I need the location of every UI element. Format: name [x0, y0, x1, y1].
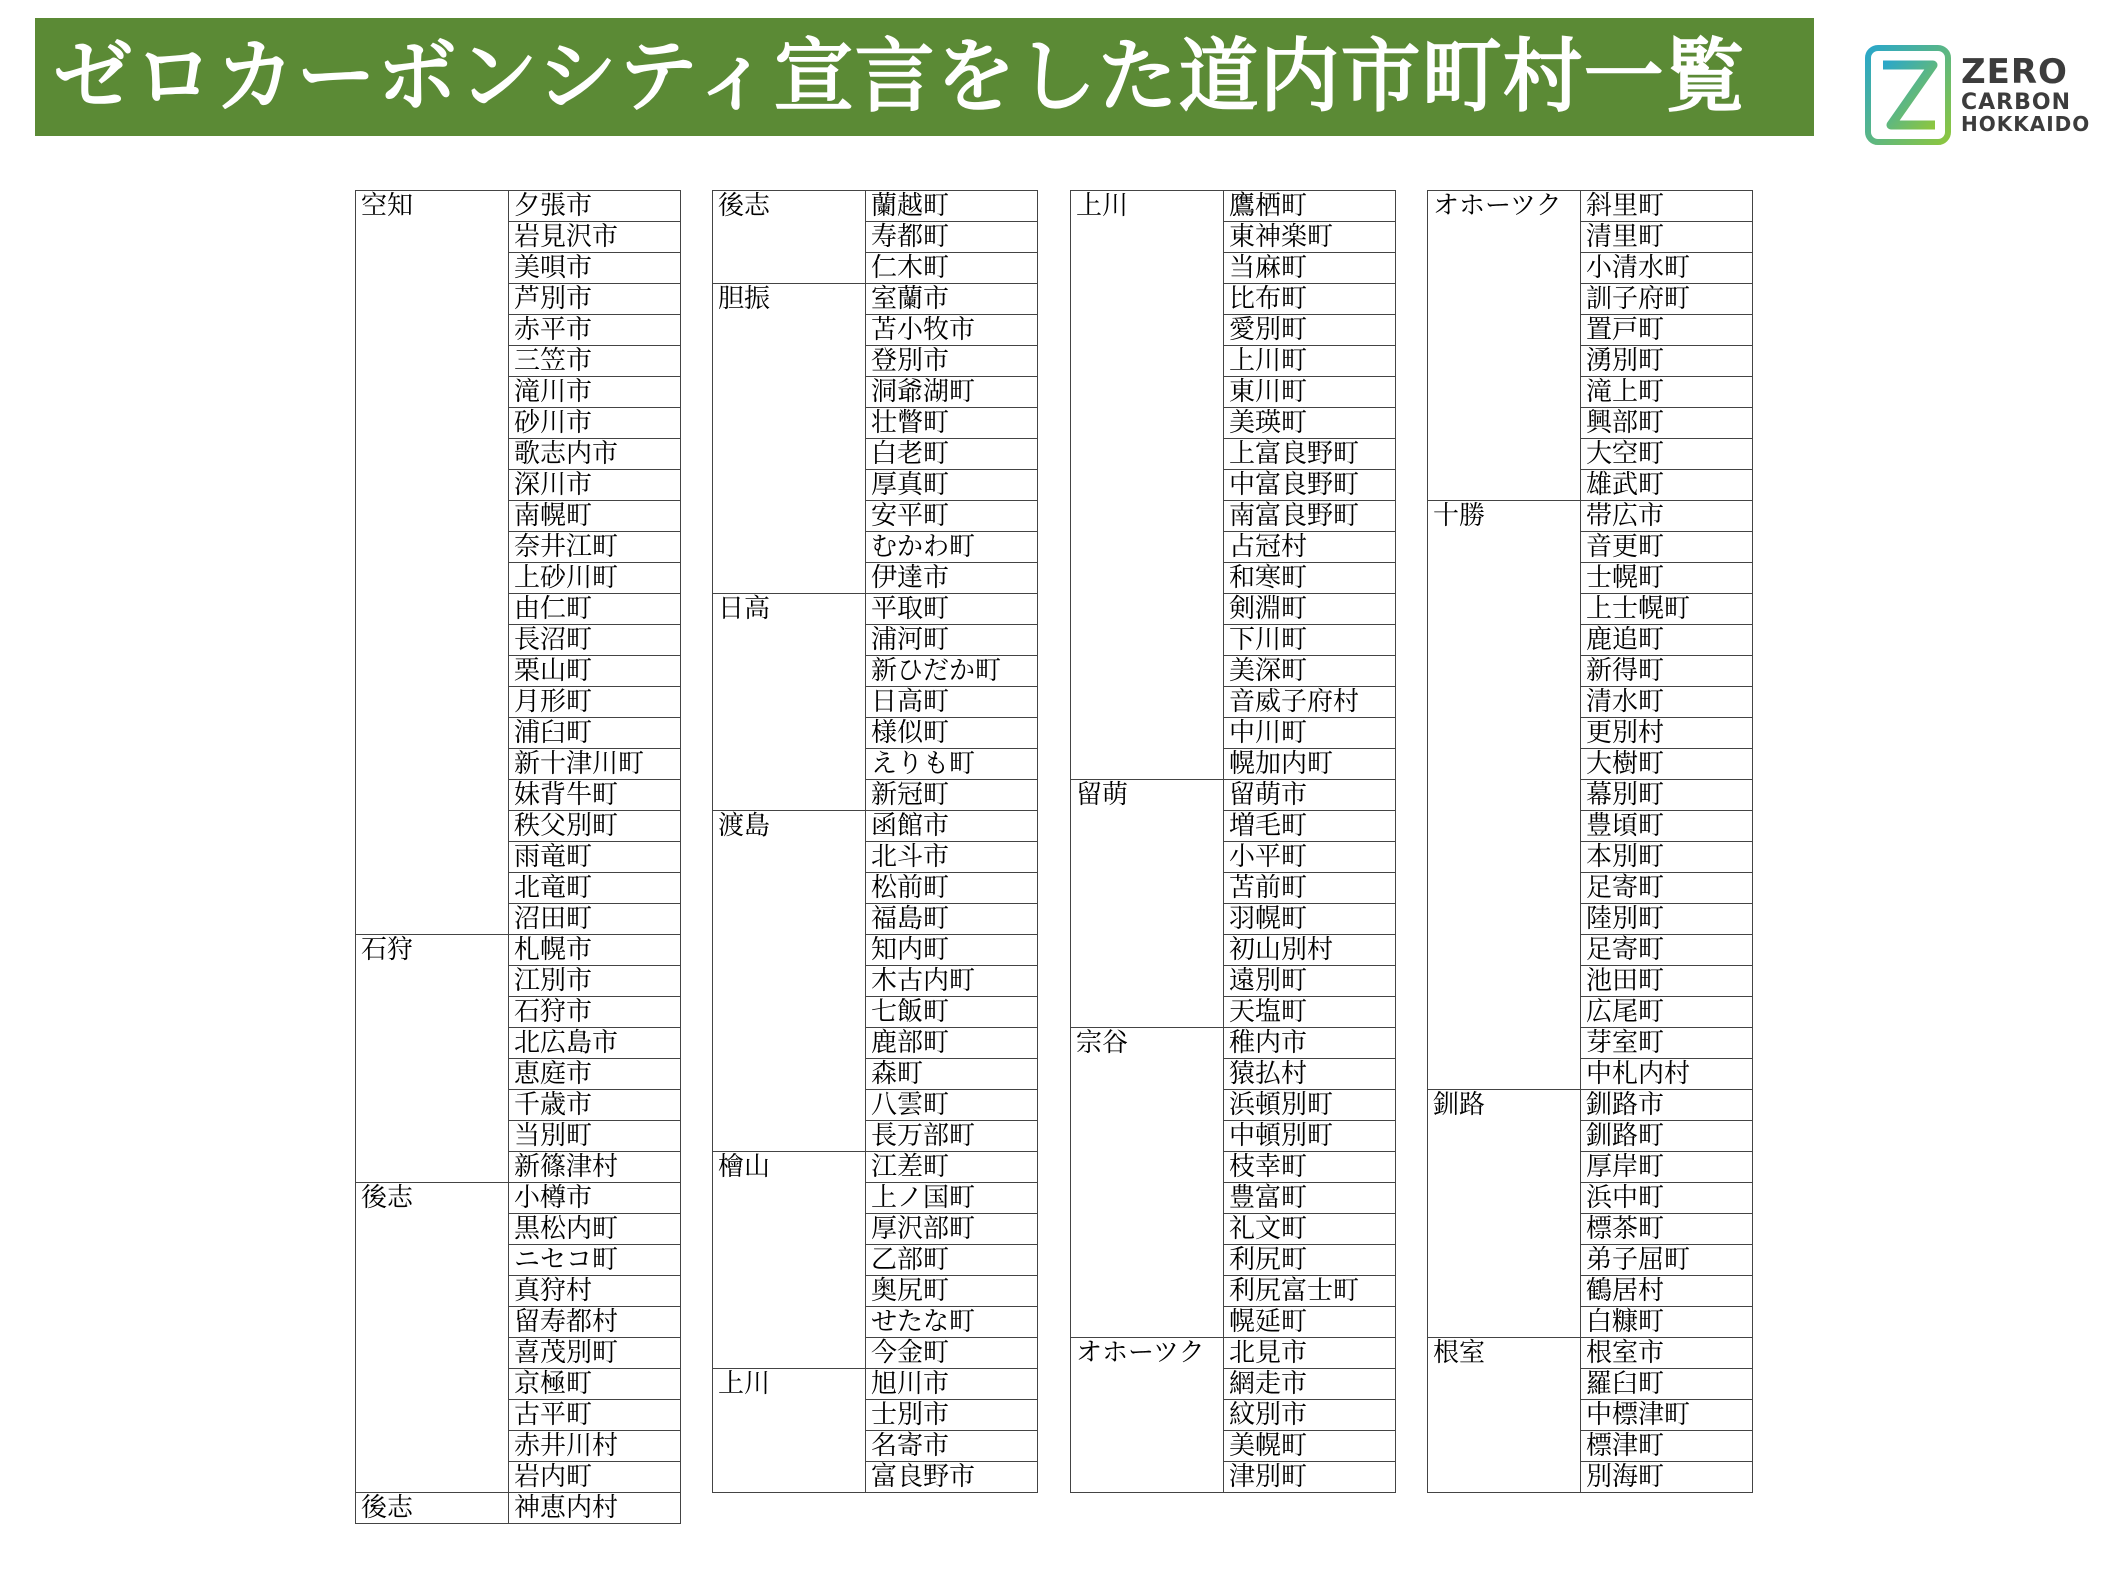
municipality-cell: 夕張市	[509, 191, 681, 222]
municipality-table-2	[712, 190, 1038, 1493]
table-row	[713, 594, 1038, 625]
region-cell: 渡島	[713, 811, 866, 1152]
municipality-cell: 砂川市	[509, 408, 681, 439]
municipality-cell: 乙部町	[866, 1245, 1038, 1276]
region-cell: 上川	[1071, 191, 1224, 780]
municipality-cell: 赤平市	[509, 315, 681, 346]
region-cell: 後志	[356, 1493, 509, 1524]
municipality-cell: 白糠町	[1581, 1307, 1753, 1338]
municipality-cell: 利尻富士町	[1224, 1276, 1396, 1307]
municipality-cell: 和寒町	[1224, 563, 1396, 594]
municipality-cell: 登別市	[866, 346, 1038, 377]
municipality-cell: 津別町	[1224, 1462, 1396, 1493]
region-cell: オホーツク	[1428, 191, 1581, 501]
municipality-cell: 訓子府町	[1581, 284, 1753, 315]
municipality-cell: 小平町	[1224, 842, 1396, 873]
municipality-cell: 函館市	[866, 811, 1038, 842]
municipality-cell: 雨竜町	[509, 842, 681, 873]
municipality-cell: 芦別市	[509, 284, 681, 315]
municipality-cell: 名寄市	[866, 1431, 1038, 1462]
municipality-cell: 増毛町	[1224, 811, 1396, 842]
municipality-cell: 天塩町	[1224, 997, 1396, 1028]
table-row	[713, 811, 1038, 842]
municipality-cell: 広尾町	[1581, 997, 1753, 1028]
table-row	[1428, 1338, 1753, 1369]
municipality-cell: 紋別市	[1224, 1400, 1396, 1431]
municipality-cell: 比布町	[1224, 284, 1396, 315]
municipality-cell: 鶴居村	[1581, 1276, 1753, 1307]
municipality-cell: 今金町	[866, 1338, 1038, 1369]
region-cell: 十勝	[1428, 501, 1581, 1090]
municipality-cell: 新得町	[1581, 656, 1753, 687]
municipality-cell: 鹿部町	[866, 1028, 1038, 1059]
municipality-cell: 占冠村	[1224, 532, 1396, 563]
municipality-cell: 月形町	[509, 687, 681, 718]
municipality-cell: 初山別村	[1224, 935, 1396, 966]
municipality-cell: 七飯町	[866, 997, 1038, 1028]
municipality-cell: 平取町	[866, 594, 1038, 625]
municipality-cell: 湧別町	[1581, 346, 1753, 377]
municipality-cell: 福島町	[866, 904, 1038, 935]
region-cell: オホーツク	[1071, 1338, 1224, 1493]
municipality-cell: 由仁町	[509, 594, 681, 625]
table-row	[356, 935, 681, 966]
municipality-cell: 音威子府村	[1224, 687, 1396, 718]
municipality-cell: 芽室町	[1581, 1028, 1753, 1059]
logo-text-hokkaido: HOKKAIDO	[1961, 111, 2091, 136]
municipality-cell: 別海町	[1581, 1462, 1753, 1493]
table-row	[1428, 501, 1753, 532]
table-row	[1428, 1090, 1753, 1121]
zero-carbon-z-icon	[1865, 45, 1951, 145]
logo-text-zero: ZERO	[1961, 52, 2068, 93]
municipality-cell: 上砂川町	[509, 563, 681, 594]
municipality-cell: 恵庭市	[509, 1059, 681, 1090]
table-row	[1428, 191, 1753, 222]
municipality-cell: 様似町	[866, 718, 1038, 749]
municipality-cell: 江別市	[509, 966, 681, 997]
municipality-cell: 岩内町	[509, 1462, 681, 1493]
municipality-cell: 八雲町	[866, 1090, 1038, 1121]
municipality-cell: 安平町	[866, 501, 1038, 532]
municipality-cell: 中頓別町	[1224, 1121, 1396, 1152]
municipality-cell: 上川町	[1224, 346, 1396, 377]
municipality-cell: 根室市	[1581, 1338, 1753, 1369]
municipality-cell: 滝上町	[1581, 377, 1753, 408]
municipality-cell: 厚真町	[866, 470, 1038, 501]
municipality-cell: 奥尻町	[866, 1276, 1038, 1307]
municipality-cell: 赤井川村	[509, 1431, 681, 1462]
municipality-cell: 奈井江町	[509, 532, 681, 563]
municipality-cell: 神恵内村	[509, 1493, 681, 1524]
municipality-cell: 網走市	[1224, 1369, 1396, 1400]
municipality-cell: 蘭越町	[866, 191, 1038, 222]
region-cell: 根室	[1428, 1338, 1581, 1493]
municipality-cell: 厚沢部町	[866, 1214, 1038, 1245]
municipality-cell: 寿都町	[866, 222, 1038, 253]
municipality-cell: 遠別町	[1224, 966, 1396, 997]
municipality-cell: 木古内町	[866, 966, 1038, 997]
table-row	[713, 1369, 1038, 1400]
municipality-cell: 古平町	[509, 1400, 681, 1431]
municipality-cell: 上富良野町	[1224, 439, 1396, 470]
municipality-table-4	[1427, 190, 1753, 1493]
title-bar	[35, 18, 1814, 136]
municipality-cell: 岩見沢市	[509, 222, 681, 253]
municipality-cell: 松前町	[866, 873, 1038, 904]
municipality-cell: 壮瞥町	[866, 408, 1038, 439]
municipality-cell: 京極町	[509, 1369, 681, 1400]
table-row	[1071, 191, 1396, 222]
municipality-cell: 美深町	[1224, 656, 1396, 687]
region-cell: 胆振	[713, 284, 866, 594]
municipality-cell: 厚岸町	[1581, 1152, 1753, 1183]
municipality-cell: 石狩市	[509, 997, 681, 1028]
municipality-cell: 雄武町	[1581, 470, 1753, 501]
municipality-cell: 豊富町	[1224, 1183, 1396, 1214]
municipality-cell: むかわ町	[866, 532, 1038, 563]
municipality-table-1	[355, 190, 681, 1524]
table-row	[1071, 1338, 1396, 1369]
municipality-cell: 当別町	[509, 1121, 681, 1152]
table-row	[356, 191, 681, 222]
region-cell: 釧路	[1428, 1090, 1581, 1338]
municipality-cell: 利尻町	[1224, 1245, 1396, 1276]
municipality-cell: 大空町	[1581, 439, 1753, 470]
municipality-cell: 知内町	[866, 935, 1038, 966]
municipality-cell: 中富良野町	[1224, 470, 1396, 501]
municipality-cell: 妹背牛町	[509, 780, 681, 811]
municipality-cell: 標茶町	[1581, 1214, 1753, 1245]
municipality-cell: 清里町	[1581, 222, 1753, 253]
municipality-cell: 黒松内町	[509, 1214, 681, 1245]
municipality-cell: 深川市	[509, 470, 681, 501]
municipality-cell: 旭川市	[866, 1369, 1038, 1400]
municipality-cell: 真狩村	[509, 1276, 681, 1307]
municipality-cell: 栗山町	[509, 656, 681, 687]
municipality-cell: 南幌町	[509, 501, 681, 532]
municipality-cell: 稚内市	[1224, 1028, 1396, 1059]
municipality-cell: 伊達市	[866, 563, 1038, 594]
municipality-cell: ニセコ町	[509, 1245, 681, 1276]
municipality-cell: 当麻町	[1224, 253, 1396, 284]
municipality-cell: 幌延町	[1224, 1307, 1396, 1338]
municipality-cell: 大樹町	[1581, 749, 1753, 780]
region-cell: 石狩	[356, 935, 509, 1183]
municipality-cell: 留萌市	[1224, 780, 1396, 811]
municipality-cell: 鹿追町	[1581, 625, 1753, 656]
municipality-cell: 東神楽町	[1224, 222, 1396, 253]
region-cell: 上川	[713, 1369, 866, 1493]
municipality-cell: 美唄市	[509, 253, 681, 284]
municipality-cell: 陸別町	[1581, 904, 1753, 935]
municipality-cell: 北見市	[1224, 1338, 1396, 1369]
municipality-cell: 釧路市	[1581, 1090, 1753, 1121]
municipality-cell: 帯広市	[1581, 501, 1753, 532]
municipality-cell: 美幌町	[1224, 1431, 1396, 1462]
municipality-cell: 斜里町	[1581, 191, 1753, 222]
municipality-cell: 幌加内町	[1224, 749, 1396, 780]
region-cell: 檜山	[713, 1152, 866, 1369]
table-row	[713, 1152, 1038, 1183]
table-row	[1071, 780, 1396, 811]
municipality-cell: 浦臼町	[509, 718, 681, 749]
municipality-cell: 弟子屈町	[1581, 1245, 1753, 1276]
region-cell: 日高	[713, 594, 866, 811]
municipality-cell: 剣淵町	[1224, 594, 1396, 625]
municipality-cell: 置戸町	[1581, 315, 1753, 346]
municipality-cell: 池田町	[1581, 966, 1753, 997]
municipality-cell: 豊頃町	[1581, 811, 1753, 842]
municipality-cell: 洞爺湖町	[866, 377, 1038, 408]
municipality-cell: 足寄町	[1581, 935, 1753, 966]
municipality-cell: 士別市	[866, 1400, 1038, 1431]
municipality-cell: 東川町	[1224, 377, 1396, 408]
municipality-cell: 羽幌町	[1224, 904, 1396, 935]
municipality-cell: 小樽市	[509, 1183, 681, 1214]
zero-carbon-hokkaido-logo	[1865, 45, 2095, 145]
municipality-cell: 江差町	[866, 1152, 1038, 1183]
region-cell: 宗谷	[1071, 1028, 1224, 1338]
municipality-cell: 北広島市	[509, 1028, 681, 1059]
municipality-cell: 沼田町	[509, 904, 681, 935]
municipality-cell: 千歳市	[509, 1090, 681, 1121]
municipality-cell: 小清水町	[1581, 253, 1753, 284]
municipality-cell: 滝川市	[509, 377, 681, 408]
municipality-cell: 苫前町	[1224, 873, 1396, 904]
table-row	[713, 191, 1038, 222]
municipality-cell: 南富良野町	[1224, 501, 1396, 532]
municipality-cell: 標津町	[1581, 1431, 1753, 1462]
municipality-cell: 長沼町	[509, 625, 681, 656]
municipality-cell: 愛別町	[1224, 315, 1396, 346]
municipality-cell: 札幌市	[509, 935, 681, 966]
table-row	[1071, 1028, 1396, 1059]
municipality-cell: 新篠津村	[509, 1152, 681, 1183]
municipality-cell: 本別町	[1581, 842, 1753, 873]
municipality-cell: 中川町	[1224, 718, 1396, 749]
logo-text-carbon: CARBON	[1961, 89, 2071, 115]
municipality-cell: 鷹栖町	[1224, 191, 1396, 222]
municipality-cell: 秩父別町	[509, 811, 681, 842]
region-cell: 留萌	[1071, 780, 1224, 1028]
municipality-cell: 日高町	[866, 687, 1038, 718]
municipality-cell: 新十津川町	[509, 749, 681, 780]
region-cell: 後志	[356, 1183, 509, 1493]
municipality-cell: 浦河町	[866, 625, 1038, 656]
municipality-cell: 枝幸町	[1224, 1152, 1396, 1183]
municipality-cell: 北斗市	[866, 842, 1038, 873]
municipality-cell: 留寿都村	[509, 1307, 681, 1338]
municipality-cell: せたな町	[866, 1307, 1038, 1338]
municipality-table-3	[1070, 190, 1396, 1493]
municipality-cell: 猿払村	[1224, 1059, 1396, 1090]
municipality-cell: 上ノ国町	[866, 1183, 1038, 1214]
municipality-cell: 下川町	[1224, 625, 1396, 656]
municipality-cell: 羅臼町	[1581, 1369, 1753, 1400]
table-row	[713, 284, 1038, 315]
municipality-cell: 上士幌町	[1581, 594, 1753, 625]
municipality-cell: 三笠市	[509, 346, 681, 377]
municipality-cell: 富良野市	[866, 1462, 1038, 1493]
municipality-cell: 美瑛町	[1224, 408, 1396, 439]
municipality-cell: 更別村	[1581, 718, 1753, 749]
municipality-cell: 長万部町	[866, 1121, 1038, 1152]
municipality-cell: 苫小牧市	[866, 315, 1038, 346]
municipality-cell: 音更町	[1581, 532, 1753, 563]
municipality-cell: 中札内村	[1581, 1059, 1753, 1090]
municipality-cell: 喜茂別町	[509, 1338, 681, 1369]
municipality-cell: 浜中町	[1581, 1183, 1753, 1214]
municipality-cell: 新冠町	[866, 780, 1038, 811]
municipality-cell: 清水町	[1581, 687, 1753, 718]
table-row	[356, 1493, 681, 1524]
municipality-cell: 歌志内市	[509, 439, 681, 470]
municipality-cell: 興部町	[1581, 408, 1753, 439]
municipality-cell: 室蘭市	[866, 284, 1038, 315]
municipality-cell: 幕別町	[1581, 780, 1753, 811]
municipality-cell: 士幌町	[1581, 563, 1753, 594]
municipality-cell: 足寄町	[1581, 873, 1753, 904]
municipality-cell: 仁木町	[866, 253, 1038, 284]
page-title: ゼロカーボンシティ宣言をした道内市町村一覧	[53, 30, 1746, 123]
municipality-cell: 白老町	[866, 439, 1038, 470]
municipality-cell: 中標津町	[1581, 1400, 1753, 1431]
municipality-cell: 北竜町	[509, 873, 681, 904]
municipality-cell: 礼文町	[1224, 1214, 1396, 1245]
region-cell: 空知	[356, 191, 509, 935]
municipality-cell: 浜頓別町	[1224, 1090, 1396, 1121]
region-cell: 後志	[713, 191, 866, 284]
municipality-cell: 森町	[866, 1059, 1038, 1090]
table-row	[356, 1183, 681, 1214]
municipality-cell: えりも町	[866, 749, 1038, 780]
municipality-cell: 釧路町	[1581, 1121, 1753, 1152]
municipality-cell: 新ひだか町	[866, 656, 1038, 687]
